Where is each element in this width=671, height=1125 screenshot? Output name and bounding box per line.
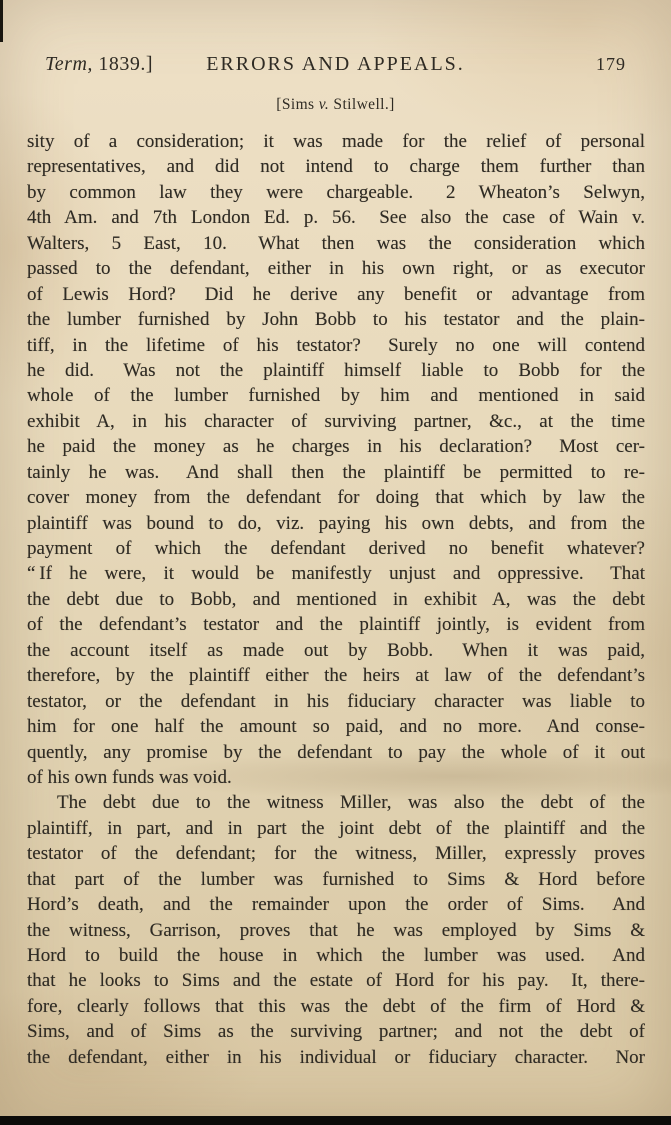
body-text <box>27 129 645 1070</box>
text-line: testator, or the defendant in his fiduciary character was liable to <box>27 690 645 712</box>
text-line: he did. Was not the plaintiff himself liable to Bobb for the <box>27 359 645 381</box>
text-line: The debt due to the witness Miller, was also the debt of the <box>57 792 645 814</box>
text-line: the witness, Garrison, proves that he was employed by Sims & <box>27 919 645 941</box>
text-line: fore, clearly follows that this was the debt of the firm of Hord & <box>27 995 645 1017</box>
text-line: plaintiff, in part, and in part the joint debt of the plaintiff and the <box>27 817 645 839</box>
running-header <box>45 52 626 76</box>
term-date <box>45 52 153 76</box>
text-line: the debt due to Bobb, and mentioned in exhibit A, was the debt <box>27 588 645 610</box>
text-line: of his own funds was void. <box>27 766 232 788</box>
text-line: plaintiff was bound to do, viz. paying his own debts, and from the <box>27 512 645 534</box>
text-line: therefore, by the plaintiff either the heirs at law of the defendant’s <box>27 665 645 687</box>
text-line: testator of the defendant; for the witness, Miller, expressly proves <box>27 843 645 865</box>
case-caption <box>0 96 671 114</box>
text-line: of the defendant’s testator and the plaintiff jointly, is evident from <box>27 614 645 636</box>
page-title: ERRORS AND APPEALS. <box>206 53 465 75</box>
text-line: that part of the lumber was furnished to Sims & Hord before <box>27 868 645 890</box>
text-line: by common law they were chargeable. 2 Wheaton’s Selwyn, <box>27 181 645 203</box>
text-line: “ If he were, it would be manifestly unjust and oppressive. That <box>27 563 645 585</box>
scan-edge-top-left <box>0 0 3 42</box>
text-line: him for one half the amount so paid, and no more. And conse- <box>27 716 645 738</box>
text-line: exhibit A, in his character of surviving partner, &c., at the time <box>27 410 645 432</box>
scan-edge-bottom <box>0 1116 671 1125</box>
text-line: representatives, and did not intend to charge them further than <box>27 156 645 178</box>
text-line: Sims, and of Sims as the surviving partner; and not the debt of <box>27 1021 645 1043</box>
text-line: tainly he was. And shall then the plaintiff be permitted to re- <box>27 461 645 483</box>
text-line: cover money from the defendant for doing that which by law the <box>27 487 645 509</box>
text-line: he paid the money as he charges in his declaration? Most cer- <box>27 436 645 458</box>
text-line: quently, any promise by the defendant to pay the whole of it out <box>27 741 645 763</box>
text-line: Hord’s death, and the remainder upon the order of Sims. And <box>27 894 645 916</box>
text-line: payment of which the defendant derived no benefit whatever? <box>27 538 645 559</box>
text-line: whole of the lumber furnished by him and mentioned in said <box>27 385 645 407</box>
term-year: 1839.] <box>92 53 154 75</box>
text-line: 4th Am. and 7th London Ed. p. 56. See also the case of Wain v. <box>27 207 645 229</box>
text-line: of Lewis Hord? Did he derive any benefit or advantage from <box>27 283 645 305</box>
text-line: that he looks to Sims and the estate of Hord for his pay. It, there- <box>27 970 645 992</box>
text-line: sity of a consideration; it was made for the relief of personal <box>27 131 645 152</box>
text-line: the defendant, either in his individual or fiduciary character. Nor <box>27 1046 645 1068</box>
caption-defendant: Stilwell.] <box>329 96 395 113</box>
page-number: 179 <box>596 54 626 74</box>
caption-plaintiff: [Sims <box>276 96 319 113</box>
text-line: Hord to build the house in which the lumber was used. And <box>27 945 645 966</box>
text-line: tiff, in the lifetime of his testator? Surely no one will contend <box>27 334 645 356</box>
text-line: the lumber furnished by John Bobb to his testator and the plain- <box>27 309 645 331</box>
text-line: Walters, 5 East, 10. What then was the consideration which <box>27 232 645 254</box>
text-line: passed to the defendant, either in his own right, or as executor <box>27 258 645 280</box>
text-line: the account itself as made out by Bobb. When it was paid, <box>27 639 645 661</box>
term-word: Term, <box>45 53 93 75</box>
caption-versus: v. <box>318 96 330 113</box>
